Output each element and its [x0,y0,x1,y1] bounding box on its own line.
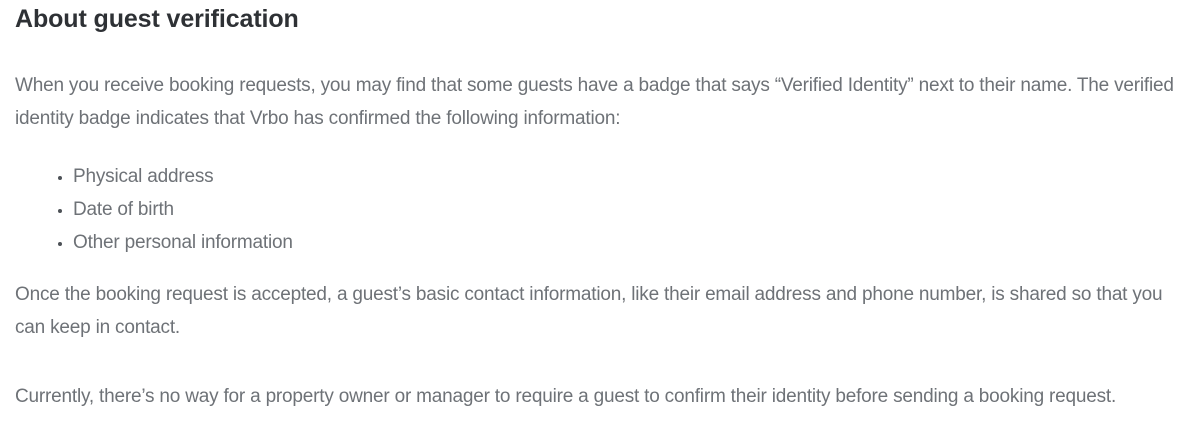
article-title: About guest verification [15,5,299,33]
verified-info-list [15,160,1180,259]
contact-paragraph: Once the booking request is accepted, a guest’s basic contact information, like their email address and phone number, is shared so that you can keep in contact. [15,284,1163,338]
intro-paragraph: When you receive booking requests, you may find that some guests have a badge that says “Verified Identity” next to their name. The verified identity badge indicates that Vrbo has confirmed the following information: [15,75,1174,129]
list-item-date-of-birth: • Date of birth [73,193,1180,226]
list-item-physical-address: • Physical address [73,160,1180,193]
requirement-paragraph: Currently, there’s no way for a property owner or manager to require a guest to confirm their identity before sending a booking request. [15,386,1117,407]
list-item-other-personal-information: • Other personal information [73,226,1180,259]
